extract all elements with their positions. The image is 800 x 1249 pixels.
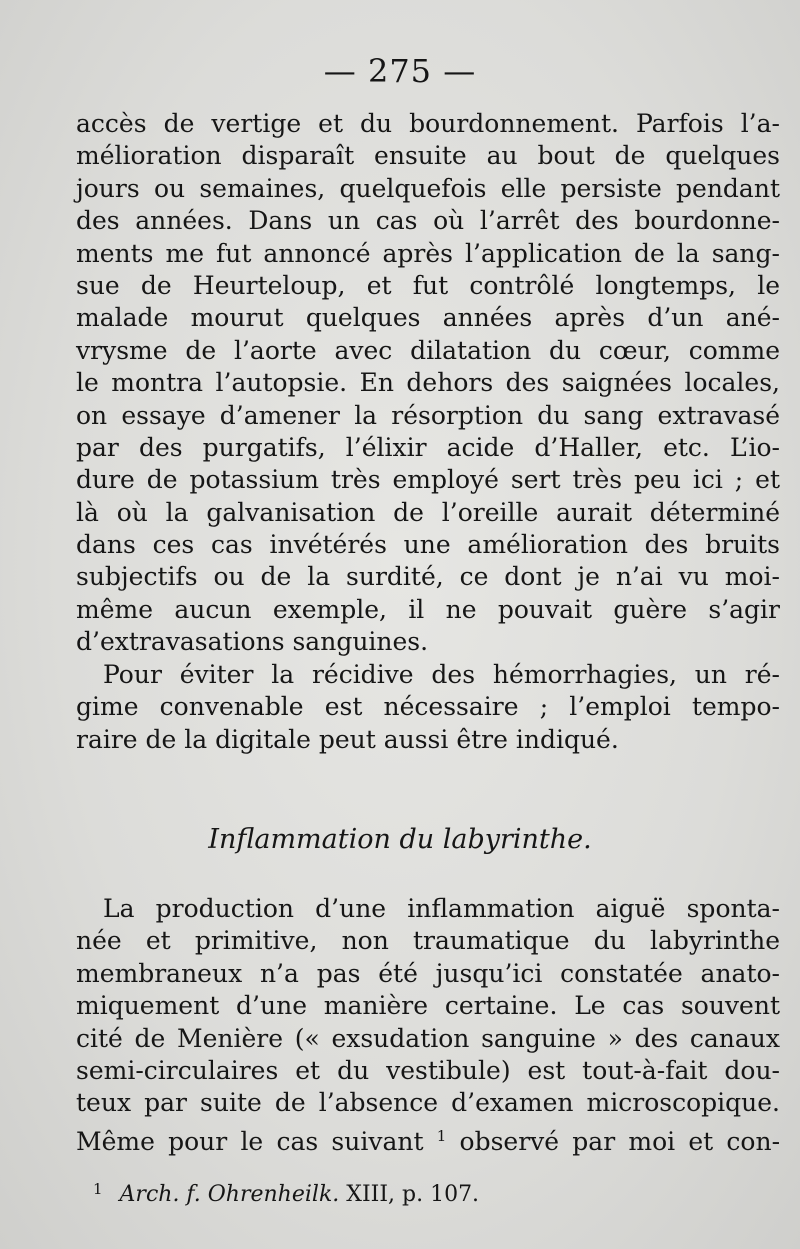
text-line: dure de potassium très employé sert très peu ici ; et [76,465,780,495]
text-line: mélioration disparaît ensuite au bout de quelques [76,141,780,171]
text-line: jours ou semaines, quelquefois elle persiste pendant [76,173,780,203]
page-number: — 275 — [323,52,477,90]
text-line: gime convenable est nécessaire ; l’emploi tempo- [76,692,780,722]
text-line: des années. Dans un cas où l’arrêt des bourdonne- [76,206,780,236]
paragraph-hemorrhage-prevention [76,659,780,756]
footnote-marker: 1 [93,1180,103,1198]
paragraph-vertigo-treatment [76,108,780,659]
text-segment: observé par moi et con- [459,1126,781,1156]
text-line: on essaye d’amener la résorption du sang extravasé [76,400,780,430]
footnote-reference: 1 [436,1126,447,1145]
text-line: malade mourut quelques années après d’un ané- [76,303,780,333]
text-line-with-footnote [76,1120,781,1156]
footnote-source: Arch. f. Ohrenheilk. [119,1182,340,1207]
text-line: raire de la digitale peut aussi être indiqué. [76,724,619,754]
text-line: là où la galvanisation de l’oreille aurait déterminé [76,497,780,527]
text-line: La production d’une inflammation aiguë sponta- [103,894,780,923]
paragraph-labyrinth-inflammation [76,893,781,1156]
section-heading: Inflammation du labyrinthe. [208,824,592,855]
text-line: d’extravasations sanguines. [76,627,429,657]
text-line: vrysme de l’aorte avec dilatation du cœur, comme [76,335,780,365]
text-line: membraneux n’a pas été jusqu’ici constatée anato- [76,958,780,988]
text-line: miquement d’une manière certaine. Le cas souvent [76,991,780,1021]
text-segment: Même pour le cas suivant [76,1126,424,1156]
text-line: subjectifs ou de la surdité, ce dont je n’ai vu moi- [76,562,780,592]
text-line: par des purgatifs, l’élixir acide d’Haller, etc. L’io- [76,432,780,462]
text-line: même aucun exemple, il ne pouvait guère s’agir [76,594,780,624]
text-line: sue de Heurteloup, et fut contrôlé longtemps, le [76,270,780,300]
text-line: cité de Menière (« exsudation sanguine » des canaux [76,1023,780,1053]
text-line: dans ces cas invétérés une amélioration des bruits [76,530,780,560]
text-line: Pour éviter la récidive des hémorrhagies, un ré- [103,660,780,689]
footnote-reference-text: XIII, p. 107. [346,1182,480,1207]
text-line: teux par suite de l’absence d’examen microscopique. [76,1088,780,1118]
text-line: ments me fut annoncé après l’application de la sang- [76,238,780,268]
text-line: née et primitive, non traumatique du labyrinthe [76,926,780,956]
text-line: semi-circulaires et du vestibule) est tout-à-fait dou- [76,1055,780,1085]
footnote [93,1180,479,1207]
text-line: le montra l’autopsie. En dehors des saignées locales, [76,368,780,398]
text-line: accès de vertige et du bourdonnement. Parfois l’a- [76,109,780,138]
